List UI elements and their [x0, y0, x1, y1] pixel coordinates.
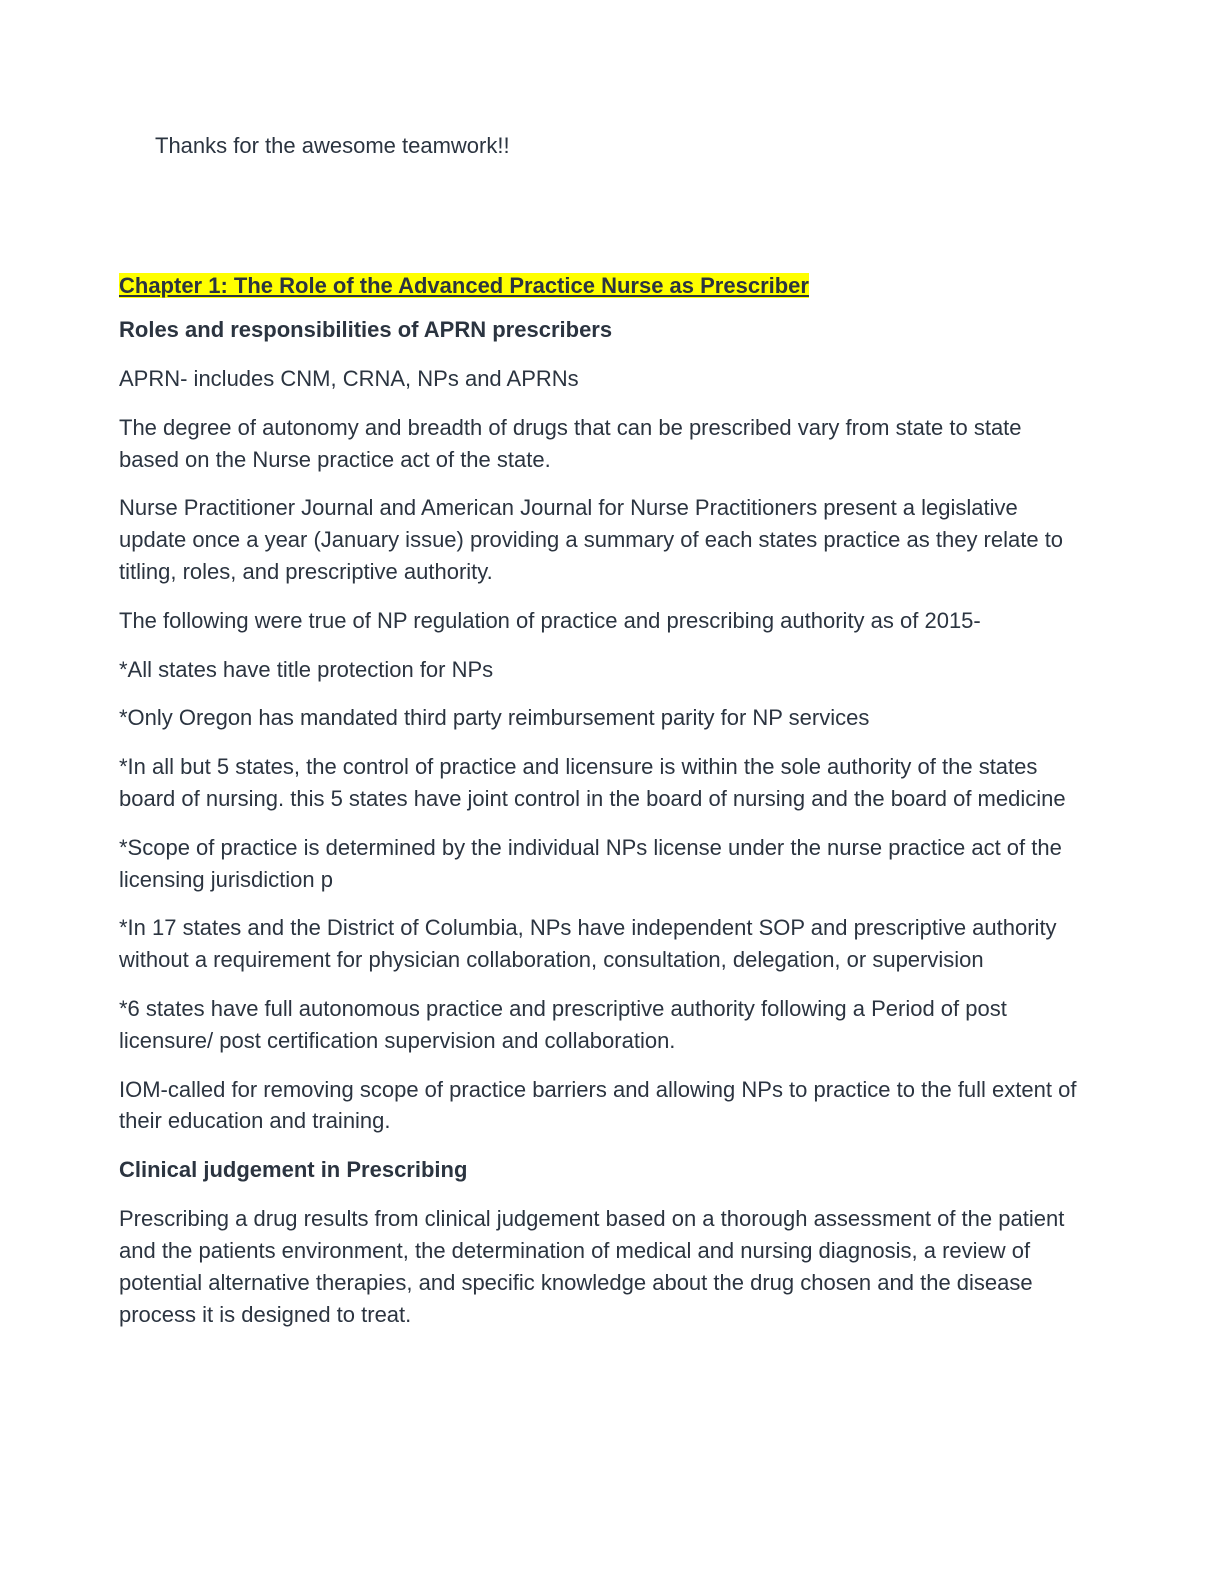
- paragraph-autonomy: The degree of autonomy and breadth of drugs that can be prescribed vary from state to state based on the Nurse practice act of the state.: [119, 414, 1022, 472]
- paragraph-scope-of-practice: *Scope of practice is determined by the individual NPs license under the nurse practice act of the licensing jurisdiction p: [119, 834, 1062, 892]
- paragraph-prescribing-judgement: Prescribing a drug results from clinical judgement based on a thorough assessment of the patient and the patients environment, the determination of medical and nursing diagnosis, a review of potential alternative therapies, and specific knowledge about the drug chosen and the disease process it is designed to treat.: [119, 1206, 1065, 1327]
- chapter-title-highlight: Chapter 1: The Role of the Advanced Practice Nurse as Prescriber: [119, 273, 809, 298]
- paragraph-iom: IOM-called for removing scope of practice barriers and allowing NPs to practice to the full extent of their education and training.: [119, 1076, 1077, 1134]
- thanks-note: Thanks for the awesome teamwork!!: [155, 133, 510, 158]
- paragraph-regulation-2015: The following were true of NP regulation of practice and prescribing authority as of 2015-: [119, 607, 981, 633]
- paragraph-oregon-parity: *Only Oregon has mandated third party reimbursement parity for NP services: [119, 705, 870, 731]
- paragraph-independent-sop: *In 17 states and the District of Columbia, NPs have independent SOP and prescriptive authority without a requirement for physician collaboration, consultation, delegation, or supervision: [119, 915, 1057, 973]
- paragraph-title-protection: *All states have title protection for NPs: [119, 656, 494, 682]
- document-body: [119, 270, 1079, 1347]
- section-heading-clinical-judgement: Clinical judgement in Prescribing: [119, 1157, 468, 1183]
- paragraph-full-autonomy: *6 states have full autonomous practice and prescriptive authority following a Period of post licensure/ post certification supervision and collaboration.: [119, 995, 1007, 1053]
- paragraph-journals: Nurse Practitioner Journal and American Journal for Nurse Practitioners present a legislative update once a year (January issue) providing a summary of each states practice as they relate to titling, roles, and prescriptive authority.: [119, 495, 1064, 584]
- section-heading-roles: Roles and responsibilities of APRN prescribers: [119, 317, 613, 342]
- paragraph-board-control: *In all but 5 states, the control of practice and licensure is within the sole authority of the states board of nursing. this 5 states have joint control in the board of nursing and the board of medicine: [119, 754, 1066, 811]
- chapter-title: [119, 270, 1079, 302]
- paragraph-aprn-includes: APRN- includes CNM, CRNA, NPs and APRNs: [119, 366, 579, 391]
